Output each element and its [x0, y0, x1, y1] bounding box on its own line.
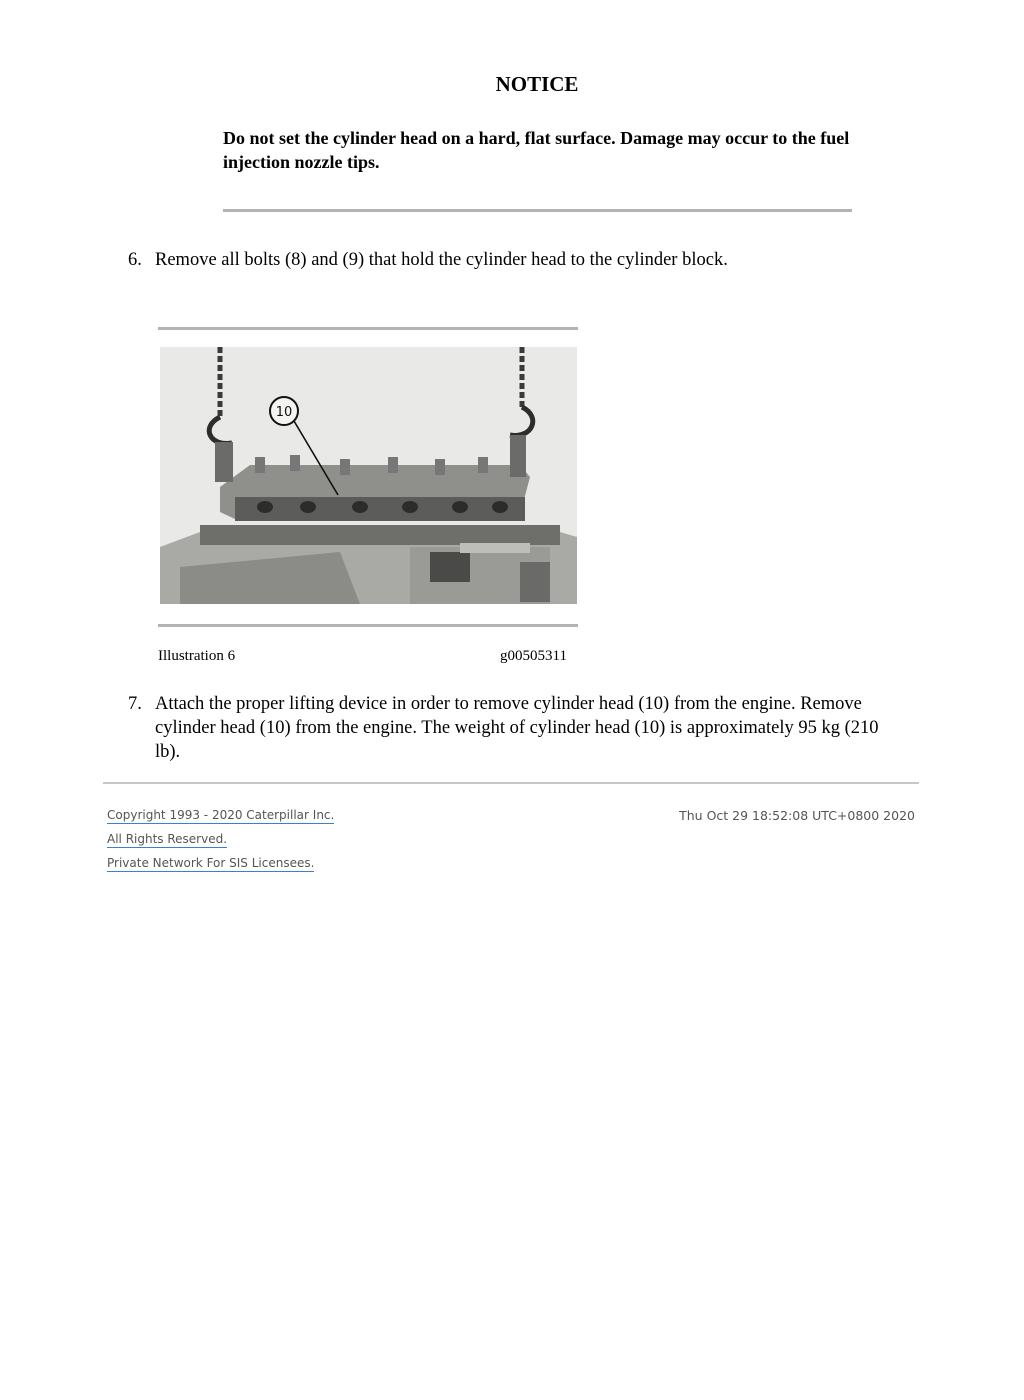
footer-divider [103, 782, 919, 784]
step-7-number: 7. [128, 694, 142, 714]
step-7-text: Attach the proper lifting device in order to remove cylinder head (10) from the engine. Remove cylinder head (10) from the engine. The weight of cylinder head (10) is approximately 95 kg (210 lb). [155, 694, 879, 762]
illustration-cylinder-head-photo [160, 347, 577, 604]
notice-text: Do not set the cylinder head on a hard, flat surface. Damage may occur to the fuel injection nozzle tips. [223, 128, 850, 172]
figure-callout-label: 10 [275, 405, 293, 420]
figure-caption-id: g00505311 [500, 648, 567, 664]
figure-bottom-divider [158, 624, 578, 627]
rights-link[interactable]: All Rights Reserved. [107, 832, 228, 846]
notice-divider [223, 209, 852, 212]
footer-timestamp: Thu Oct 29 18:52:08 UTC+0800 2020 [679, 808, 915, 823]
copyright-link[interactable]: Copyright 1993 - 2020 Caterpillar Inc. [107, 808, 335, 822]
network-link[interactable]: Private Network For SIS Licensees. [107, 856, 315, 870]
figure-top-divider [158, 327, 578, 330]
step-6-number: 6. [128, 250, 142, 270]
figure-caption-label: Illustration 6 [158, 648, 236, 664]
notice-title: NOTICE [495, 72, 579, 96]
step-6-text: Remove all bolts (8) and (9) that hold the cylinder head to the cylinder block. [155, 250, 728, 270]
